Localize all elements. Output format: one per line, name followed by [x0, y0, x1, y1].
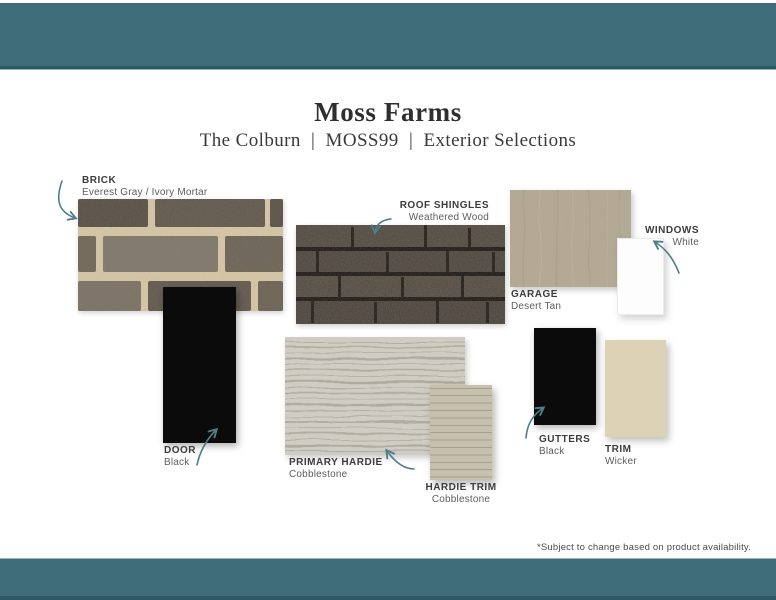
windows-label-title: WINDOWS — [644, 225, 699, 236]
hardie-trim-label — [411, 482, 511, 505]
roof-shingles-label-value: Weathered Wood — [408, 211, 489, 223]
door-label-title: DOOR — [164, 445, 196, 456]
brick-label-value: Everest Gray / Ivory Mortar — [82, 186, 208, 198]
roof-shingles-texture — [296, 225, 505, 324]
primary-hardie-label-title: PRIMARY HARDIE — [289, 457, 383, 468]
brick-label-title: BRICK — [82, 175, 117, 186]
trim-label — [605, 444, 637, 467]
garage-label — [511, 289, 561, 312]
brick-label — [82, 175, 207, 198]
windows-label — [645, 225, 699, 248]
trim-label-value: Wicker — [605, 455, 637, 467]
hardie-trim-label-value: Cobblestone — [431, 493, 491, 505]
roof-shingles-swatch — [296, 225, 505, 324]
trim-swatch — [605, 340, 666, 437]
roof-shingles-label-title: ROOF SHINGLES — [399, 200, 489, 211]
gutters-label-title: GUTTERS — [539, 434, 591, 445]
page-title: Moss Farms — [314, 97, 462, 127]
hardie-trim-label-title: HARDIE TRIM — [425, 482, 497, 493]
bottom-border-band — [0, 559, 776, 600]
brick-arrow — [59, 181, 75, 218]
primary-hardie-label-value: Cobblestone — [289, 468, 348, 480]
trim-label-title: TRIM — [605, 444, 632, 455]
garage-label-title: GARAGE — [511, 289, 558, 300]
door-label-value: Black — [164, 456, 190, 468]
gutters-label-value: Black — [539, 445, 565, 457]
roof-shingles-label — [400, 200, 489, 223]
availability-footnote: *Subject to change based on product availability. — [536, 542, 751, 553]
page-subtitle: The Colburn | MOSS99 | Exterior Selections — [199, 130, 577, 151]
top-border-band — [0, 3, 776, 69]
gutters-swatch — [534, 328, 596, 425]
hardie-trim-swatch — [430, 385, 492, 480]
gutters-label — [539, 434, 590, 457]
windows-swatch — [617, 238, 664, 315]
garage-texture — [510, 190, 631, 287]
door-swatch — [163, 287, 236, 443]
door-label — [164, 445, 196, 468]
garage-label-value: Desert Tan — [511, 300, 562, 312]
windows-label-value: White — [672, 236, 699, 248]
primary-hardie-label — [289, 457, 383, 480]
garage-swatch — [510, 190, 631, 287]
